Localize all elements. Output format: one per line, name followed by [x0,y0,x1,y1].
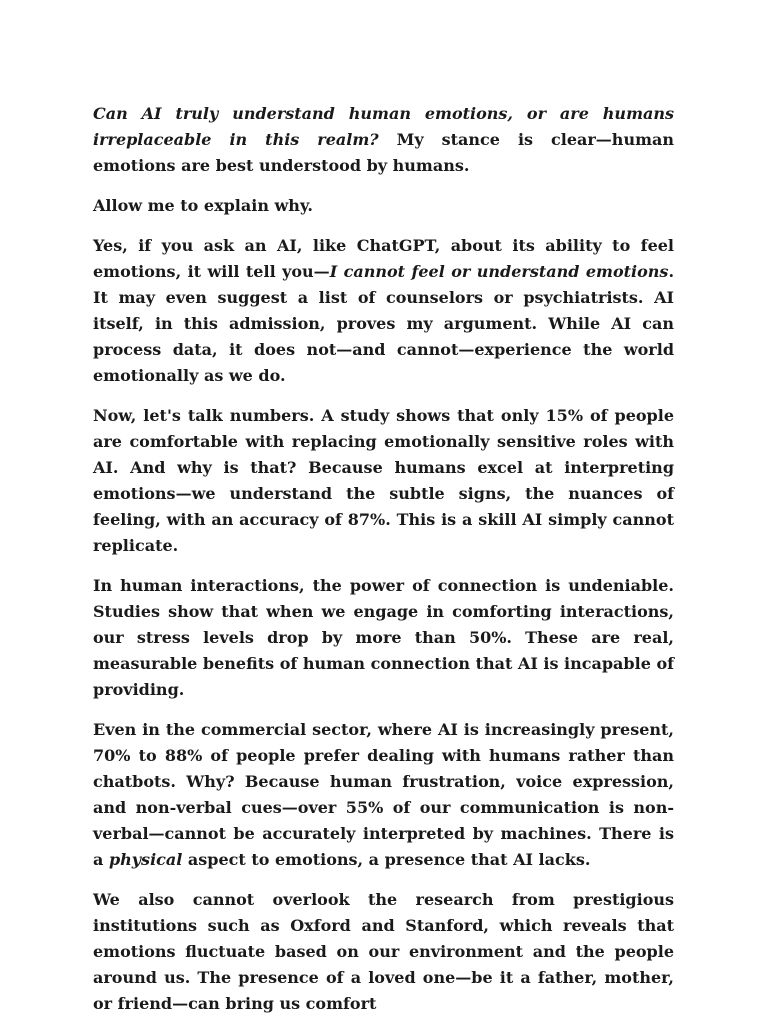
ai-quote: I cannot feel or understand emotions [329,262,669,281]
paragraph-intro [93,101,674,179]
chatgpt-text-after: . It may even suggest a list of counselors or psychiatrists. AI itself, in this admission, proves my argument. While AI can process data, it does not—and cannot—experience the world emotionally as we do. [93,262,675,385]
physical-emphasis: physical [108,850,183,869]
paragraph-commercial [93,717,674,873]
numbers-text: Now, let's talk numbers. A study shows that only 15% of people are comfortable with replacing emotionally sensitive roles with AI. And why is that? Because humans excel at interpreting emotions—we understand the subtle signs, the nuances of feeling, with an accuracy of 87%. This is a skill AI simply cannot replicate. [93,406,674,555]
research-text: We also cannot overlook the research from prestigious institutions such as Oxford and Stanford, which reveals that emotions fluctuate based on our environment and the people around us. The presence of a loved one—be it a father, mother, or friend—can bring us comfort [93,890,674,1013]
paragraph-connection [93,573,674,703]
commercial-text-before: Even in the commercial sector, where AI is increasingly present, 70% to 88% of people prefer dealing with humans rather than chatbots. Why? Because human frustration, voice expression, and non-verbal cues—over 55% of our communication is non-verbal—cannot be accurately interpreted by machines. There is a [93,720,674,869]
connection-text: In human interactions, the power of connection is undeniable. Studies show that when we engage in comforting interactions, our stress levels drop by more than 50%. These are real, measurable benefits of human connection that AI is incapable of providing. [93,576,674,699]
paragraph-research [93,887,674,1017]
document-page [93,101,674,1031]
opening-question: Can AI truly understand human emotions, or are humans irreplaceable in this realm? [93,104,674,149]
paragraph-numbers [93,403,674,559]
stance-text: My stance is clear—human emotions are best understood by humans. [93,130,675,175]
paragraph-explain [93,193,674,219]
paragraph-chatgpt [93,233,674,389]
chatgpt-text-before: Yes, if you ask an AI, like ChatGPT, about its ability to feel emotions, it will tell you— [93,236,674,281]
commercial-text-after: aspect to emotions, a presence that AI lacks. [182,850,591,869]
explain-text: Allow me to explain why. [93,196,313,215]
